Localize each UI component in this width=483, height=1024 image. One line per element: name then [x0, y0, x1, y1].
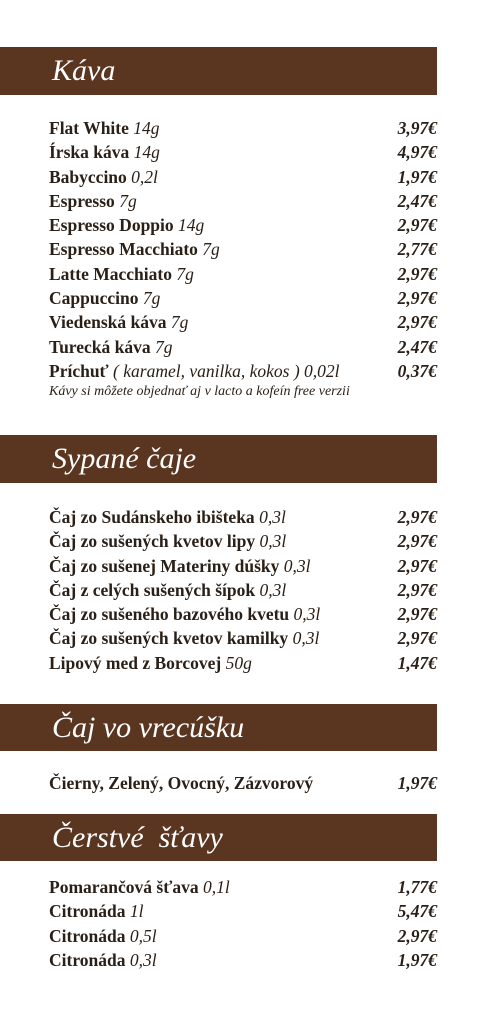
- item-quantity: 0,3l: [293, 604, 321, 625]
- menu-item: [49, 286, 437, 310]
- item-price: 2,97€: [397, 579, 437, 600]
- item-quantity: 7g: [176, 263, 194, 284]
- item-price: 1,97€: [397, 949, 437, 970]
- menu-item: [49, 924, 437, 948]
- item-price: 0,37€: [397, 360, 437, 381]
- item-name: Cappuccino: [49, 288, 139, 309]
- item-quantity: 0,3l: [259, 579, 287, 600]
- item-price: 5,47€: [397, 901, 437, 922]
- section-header-cerstve-stavy: [0, 814, 437, 861]
- item-quantity: 0,2l: [131, 166, 158, 187]
- item-name: Espresso: [49, 190, 115, 211]
- section-cerstve-stavy: [49, 875, 437, 972]
- section-caj-vo-vrecusku: [49, 771, 437, 795]
- item-quantity: 0,5l: [129, 925, 157, 946]
- item-quantity: 0,3l: [259, 531, 287, 552]
- item-price: 2,97€: [397, 215, 437, 236]
- item-name: Citronáda: [49, 925, 126, 946]
- menu-item: [49, 140, 437, 164]
- item-price: 2,97€: [397, 628, 437, 649]
- item-price: 1,97€: [397, 773, 437, 793]
- item-quantity: 0,3l: [292, 628, 320, 649]
- menu-item: [49, 875, 437, 899]
- item-name: Čaj zo Sudánskeho ibišteka: [49, 507, 255, 527]
- menu-item: [49, 213, 437, 237]
- menu-item: [49, 554, 437, 578]
- item-quantity: 0,3l: [259, 507, 286, 527]
- item-price: 2,97€: [397, 925, 437, 946]
- item-price: 3,97€: [397, 118, 437, 138]
- menu-item: [49, 626, 437, 650]
- item-name: Čaj zo sušenej Materiny dúšky: [49, 555, 280, 576]
- item-price: 2,97€: [397, 312, 437, 333]
- section-title: Čaj vo vrecúšku: [52, 710, 245, 744]
- menu-item: [49, 505, 437, 529]
- menu-item: [49, 189, 437, 213]
- menu-item: [49, 237, 437, 261]
- item-quantity: 0,3l: [283, 555, 311, 576]
- item-name: Čaj zo sušených kvetov kamilky: [49, 628, 289, 649]
- menu-item: [49, 310, 437, 334]
- section-title: Káva: [52, 54, 116, 87]
- item-quantity: 7g: [202, 239, 220, 260]
- item-quantity: 7g: [119, 190, 137, 211]
- item-name: Írska káva: [49, 142, 130, 163]
- item-name: Citronáda: [49, 901, 126, 922]
- menu-item: [49, 262, 437, 286]
- item-name: Turecká káva: [49, 336, 151, 357]
- menu-item: [49, 771, 437, 795]
- item-quantity: 0,3l: [129, 949, 157, 970]
- item-name: Citronáda: [49, 949, 126, 970]
- item-quantity: ( karamel, vanilka, kokos ) 0,02l: [113, 360, 340, 381]
- menu-item: [49, 602, 437, 626]
- section-header-sypane-caje: [0, 435, 437, 483]
- item-price: 2,47€: [397, 190, 437, 211]
- item-price: 2,97€: [397, 507, 437, 527]
- section-title: Sypané čaje: [52, 442, 197, 475]
- section-sypane-caje: [49, 505, 437, 675]
- item-price: 2,47€: [397, 336, 437, 357]
- menu-item: [49, 948, 437, 972]
- item-quantity: 0,1l: [202, 877, 230, 897]
- menu-item: [49, 651, 437, 675]
- item-price: 1,77€: [397, 877, 437, 897]
- item-price: 4,97€: [397, 142, 437, 163]
- item-quantity: 7g: [142, 288, 161, 309]
- item-price: 2,77€: [397, 239, 437, 260]
- section-note: Kávy si môžete objednať aj v lacto a kofeín free verzii: [49, 384, 350, 400]
- item-price: 2,97€: [397, 555, 437, 576]
- section-header-caj-vo-vrecusku: [0, 704, 437, 751]
- section-title: Čerstvé šťavy: [52, 820, 223, 854]
- item-price: 2,97€: [397, 604, 437, 625]
- menu-item: [49, 578, 437, 602]
- item-quantity: 50g: [225, 652, 252, 673]
- item-price: 2,97€: [397, 531, 437, 552]
- item-quantity: 7g: [155, 336, 173, 357]
- item-quantity: 14g: [133, 118, 160, 138]
- menu-item: [49, 116, 437, 140]
- item-name: Príchuť: [49, 360, 109, 381]
- item-name: Čaj zo sušeného bazového kvetu: [49, 604, 290, 625]
- item-name: Čaj z celých sušených šípok: [49, 579, 256, 600]
- item-name: Viedenská káva: [49, 312, 167, 333]
- item-name: Lipový med z Borcovej: [49, 652, 222, 673]
- item-price: 1,97€: [397, 166, 437, 187]
- menu-item: [49, 529, 437, 553]
- item-price: 1,47€: [397, 652, 437, 673]
- item-quantity: 14g: [178, 215, 205, 236]
- menu-item: [49, 359, 437, 383]
- menu-item: [49, 335, 437, 359]
- item-name: Pomarančová šťava: [49, 877, 199, 897]
- item-name: Babyccino: [49, 166, 127, 187]
- item-name: Flat White: [49, 118, 129, 138]
- item-name: Čaj zo sušených kvetov lipy: [49, 531, 256, 552]
- item-name: Čierny, Zelený, Ovocný, Zázvorový: [49, 773, 314, 793]
- item-price: 2,97€: [397, 288, 437, 309]
- section-kava: [49, 116, 437, 401]
- item-quantity: 1l: [129, 901, 144, 922]
- item-price: 2,97€: [397, 263, 437, 284]
- item-quantity: 14g: [133, 142, 160, 163]
- menu-item: [49, 165, 437, 189]
- section-header-kava: [0, 47, 437, 95]
- item-quantity: 7g: [170, 312, 189, 333]
- item-name: Espresso Macchiato: [49, 239, 198, 260]
- menu-item: [49, 899, 437, 923]
- item-name: Espresso Doppio: [49, 215, 174, 236]
- item-name: Latte Macchiato: [49, 263, 172, 284]
